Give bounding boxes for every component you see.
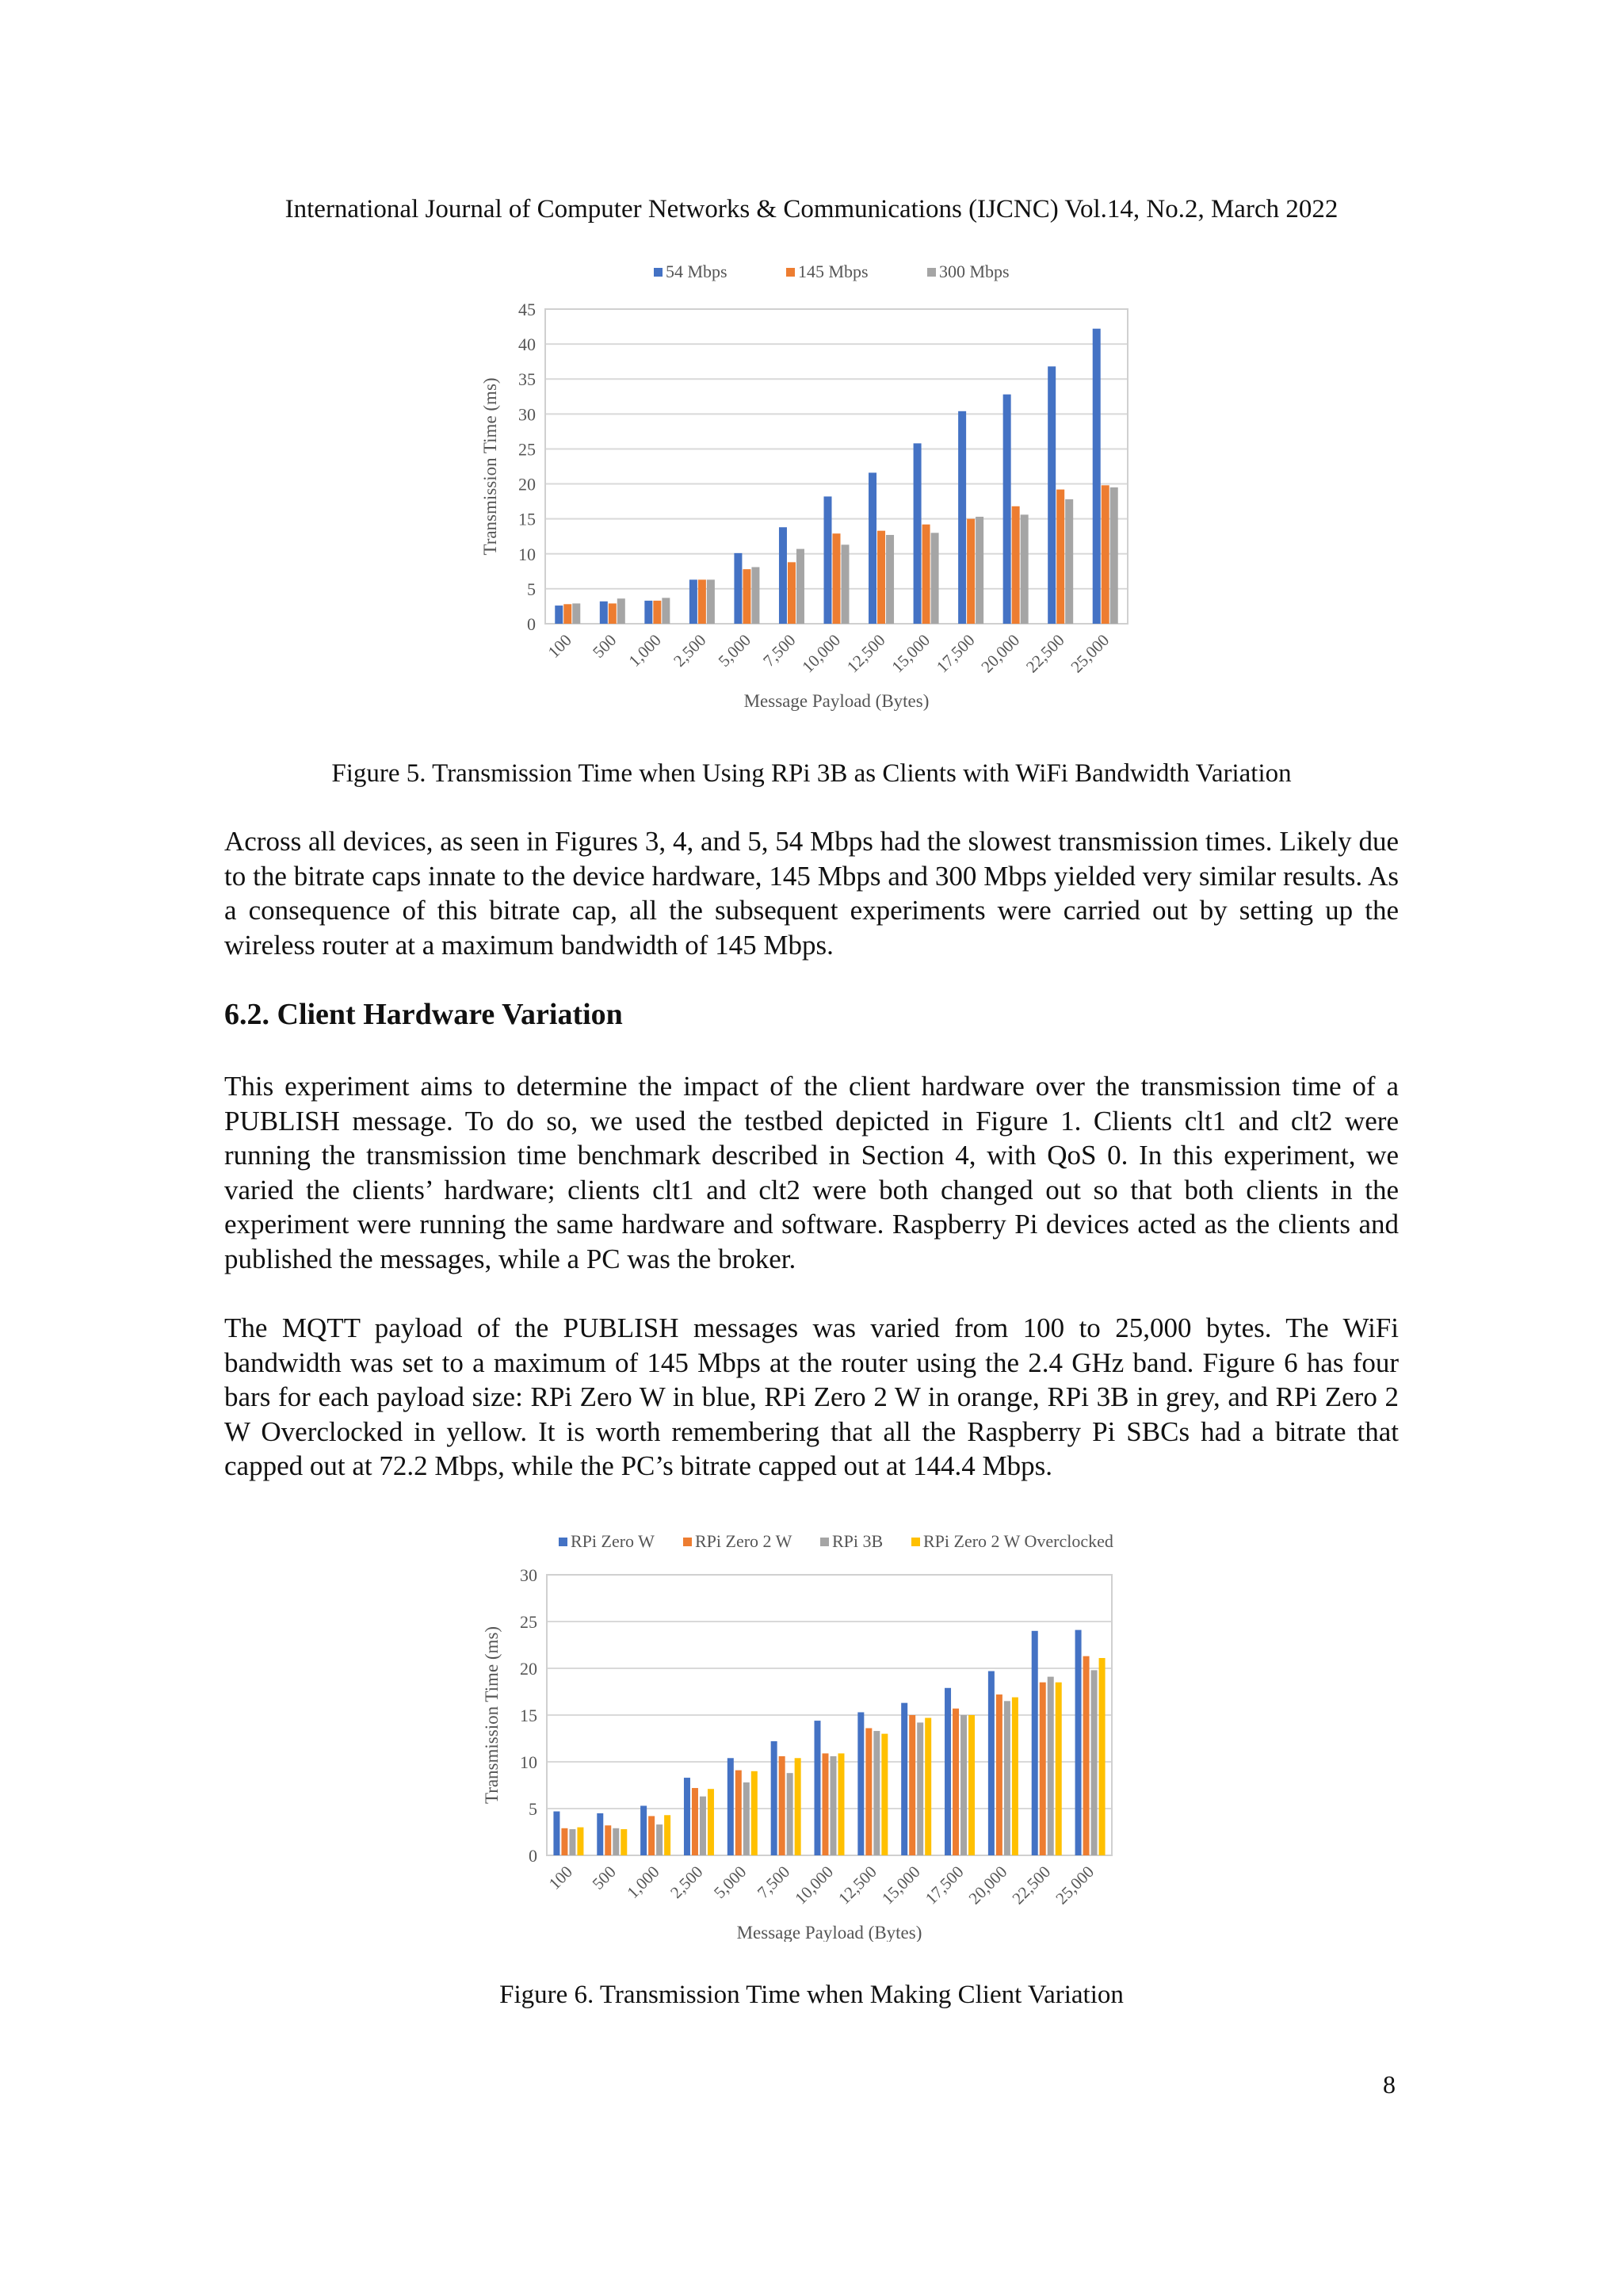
y-axis-label: Transmission Time (ms) xyxy=(480,377,500,556)
y-tick-label: 25 xyxy=(518,439,536,460)
bar-rpi-3b xyxy=(1048,1677,1054,1855)
x-tick-label: 1,000 xyxy=(623,1862,663,1902)
y-tick-label: 0 xyxy=(529,1846,537,1866)
x-tick-label: 10,000 xyxy=(798,630,845,677)
bar-rpi-zero-2-w xyxy=(1083,1656,1090,1855)
bar-rpi-zero-w xyxy=(1032,1631,1038,1855)
bar-300-mbps xyxy=(1021,514,1029,624)
figure6-chart xyxy=(444,1522,1189,1942)
bar-300-mbps xyxy=(1110,487,1118,624)
bar-rpi-3b xyxy=(960,1715,967,1855)
bar-300-mbps xyxy=(931,533,939,624)
bar-rpi-zero-2-w-overclocked xyxy=(751,1771,758,1855)
x-tick-label: 12,500 xyxy=(842,630,889,677)
y-tick-label: 25 xyxy=(520,1612,537,1632)
x-tick-label: 22,500 xyxy=(1022,630,1068,677)
y-tick-label: 30 xyxy=(520,1565,537,1585)
bar-300-mbps xyxy=(886,535,894,624)
x-tick-label: 15,000 xyxy=(888,630,934,677)
bar-rpi-zero-2-w xyxy=(909,1715,915,1855)
bar-rpi-3b xyxy=(831,1756,837,1855)
y-tick-label: 35 xyxy=(518,369,536,390)
paragraph-1: Across all devices, as seen in Figures 3, 4, and 5, 54 Mbps had the slowest transmission times. Likely due to the bitrate caps innate to the device hardware, 145 Mbps and 300 Mbps yielded very similar results. As a consequence of this bitrate cap, all the subsequent experiments were carried out by setting up the wireless router at a maximum bandwidth of 145 Mbps. xyxy=(224,826,1399,961)
bar-rpi-zero-2-w xyxy=(865,1729,872,1855)
legend-swatch xyxy=(786,268,795,277)
bar-54-mbps xyxy=(555,606,563,624)
x-tick-label: 12,500 xyxy=(834,1862,880,1908)
bar-rpi-zero-2-w xyxy=(953,1709,959,1855)
bar-54-mbps xyxy=(914,443,922,624)
bar-54-mbps xyxy=(1048,366,1056,624)
y-tick-label: 20 xyxy=(520,1659,537,1679)
bar-rpi-zero-2-w xyxy=(561,1828,567,1855)
y-tick-label: 20 xyxy=(518,474,536,495)
bar-rpi-3b xyxy=(917,1722,923,1855)
legend-label: RPi Zero 2 W Overclocked xyxy=(923,1531,1113,1551)
bar-rpi-zero-2-w xyxy=(648,1816,655,1855)
legend-label: 300 Mbps xyxy=(939,262,1010,281)
x-axis-label: Message Payload (Bytes) xyxy=(743,691,930,711)
bar-300-mbps xyxy=(662,598,670,624)
legend-label: 54 Mbps xyxy=(666,262,727,281)
legend-swatch xyxy=(927,268,936,277)
x-tick-label: 22,500 xyxy=(1008,1862,1055,1908)
bar-rpi-zero-2-w xyxy=(735,1771,742,1855)
bar-rpi-3b xyxy=(569,1829,575,1855)
paragraph-2: This experiment aims to determine the impact of the client hardware over the transmission time of a PUBLISH message. To do so, we used the testbed depicted in Figure 1. Clients clt1 and clt2 were running the transmission time benchmark described in Section 4, with QoS 0. In this experiment, we varied the clients’ hardware; clients clt1 and clt2 were both changed out so that both clients in the experiment were running the same hardware and software. Raspberry Pi devices acted as the clients and published the messages, while a PC was the broker. xyxy=(224,1071,1399,1274)
bar-300-mbps xyxy=(572,603,580,624)
bar-rpi-zero-2-w xyxy=(692,1788,698,1855)
x-axis-label: Message Payload (Bytes) xyxy=(736,1923,922,1942)
x-tick-label: 2,500 xyxy=(666,1862,707,1902)
y-tick-label: 5 xyxy=(529,1799,537,1819)
bar-145-mbps xyxy=(563,604,571,624)
legend-label: RPi Zero W xyxy=(571,1531,655,1551)
x-tick-label: 17,500 xyxy=(932,630,979,677)
bar-145-mbps xyxy=(788,562,796,624)
section-heading: 6.2. Client Hardware Variation xyxy=(224,998,623,1031)
bar-300-mbps xyxy=(617,598,625,624)
x-tick-label: 20,000 xyxy=(964,1862,1011,1908)
bar-145-mbps xyxy=(609,603,617,624)
bar-rpi-3b xyxy=(613,1828,619,1855)
bar-rpi-zero-2-w xyxy=(779,1756,785,1855)
bar-rpi-zero-2-w-overclocked xyxy=(925,1718,931,1855)
bar-145-mbps xyxy=(877,531,885,624)
bar-145-mbps xyxy=(833,533,841,624)
x-tick-label: 100 xyxy=(544,1862,576,1893)
bar-rpi-zero-2-w-overclocked xyxy=(1099,1658,1106,1855)
bar-rpi-zero-2-w-overclocked xyxy=(708,1789,714,1855)
paragraph-3: The MQTT payload of the PUBLISH messages was varied from 100 to 25,000 bytes. The WiFi bandwidth was set to a maximum of 145 Mbps at the router using the 2.4 GHz band. Figure 6 has four bars for each payload size: RPi Zero W in blue, RPi Zero 2 W in orange, RPi 3B in grey, and RPi Zero 2 W Overclocked in yellow. It is worth remembering that all the Raspberry Pi SBCs had a bitrate that capped out at 72.2 Mbps, while the PC’s bitrate capped out at 144.4 Mbps. xyxy=(224,1312,1399,1481)
bar-145-mbps xyxy=(1012,506,1020,624)
y-tick-label: 40 xyxy=(518,334,536,355)
legend-swatch xyxy=(820,1538,829,1546)
bar-54-mbps xyxy=(958,411,966,624)
bar-rpi-3b xyxy=(787,1773,793,1855)
x-tick-label: 25,000 xyxy=(1052,1862,1098,1908)
bar-rpi-zero-2-w xyxy=(996,1694,1002,1855)
bar-300-mbps xyxy=(1065,499,1073,624)
bar-300-mbps xyxy=(707,579,715,624)
y-tick-label: 15 xyxy=(520,1706,537,1725)
x-tick-label: 2,500 xyxy=(670,630,710,670)
x-tick-label: 7,500 xyxy=(759,630,800,670)
bar-300-mbps xyxy=(842,544,850,624)
x-tick-label: 5,000 xyxy=(714,630,754,670)
bar-rpi-zero-w xyxy=(945,1688,951,1855)
y-tick-label: 15 xyxy=(518,509,536,529)
bar-145-mbps xyxy=(653,601,661,624)
bar-rpi-zero-w xyxy=(1075,1630,1082,1855)
legend-swatch xyxy=(654,268,663,277)
figure6-caption: Figure 6. Transmission Time when Making Client Variation xyxy=(499,1981,1124,2009)
bar-rpi-zero-2-w-overclocked xyxy=(664,1815,670,1855)
bar-rpi-3b xyxy=(1004,1701,1010,1855)
x-tick-label: 5,000 xyxy=(709,1862,750,1902)
figure5-chart xyxy=(444,254,1189,721)
bar-145-mbps xyxy=(743,569,750,624)
bar-300-mbps xyxy=(976,517,983,624)
bar-rpi-zero-2-w-overclocked xyxy=(1056,1683,1062,1855)
bar-rpi-3b xyxy=(873,1731,880,1855)
figure5-caption: Figure 5. Transmission Time when Using RPi 3B as Clients with WiFi Bandwidth Variation xyxy=(331,759,1292,788)
bar-rpi-zero-w xyxy=(684,1778,690,1855)
bar-rpi-zero-w xyxy=(597,1813,603,1855)
bar-rpi-zero-w xyxy=(553,1812,559,1855)
bar-54-mbps xyxy=(869,472,876,624)
y-tick-label: 10 xyxy=(518,544,536,564)
bar-300-mbps xyxy=(751,567,759,624)
journal-header: International Journal of Computer Networks & Communications (IJCNC) Vol.14, No.2, March 2022 xyxy=(285,195,1338,223)
y-tick-label: 0 xyxy=(527,614,536,634)
x-tick-label: 100 xyxy=(544,630,575,662)
bar-rpi-zero-w xyxy=(640,1805,647,1855)
bar-145-mbps xyxy=(1056,490,1064,624)
x-tick-label: 20,000 xyxy=(977,630,1024,677)
x-tick-label: 500 xyxy=(589,630,621,662)
legend-swatch xyxy=(559,1538,567,1546)
bar-rpi-zero-w xyxy=(727,1758,734,1855)
x-tick-label: 7,500 xyxy=(753,1862,794,1902)
legend-swatch xyxy=(911,1538,920,1546)
bar-54-mbps xyxy=(600,602,608,624)
bar-rpi-zero-w xyxy=(857,1712,864,1855)
bar-rpi-zero-w xyxy=(815,1721,821,1855)
bar-rpi-zero-2-w xyxy=(605,1825,611,1855)
bar-145-mbps xyxy=(922,525,930,624)
bar-rpi-zero-2-w-overclocked xyxy=(621,1829,627,1855)
bar-rpi-zero-w xyxy=(901,1703,907,1855)
y-tick-label: 45 xyxy=(518,300,536,319)
bar-rpi-zero-w xyxy=(771,1741,777,1855)
bar-rpi-zero-2-w-overclocked xyxy=(577,1828,583,1855)
bar-300-mbps xyxy=(796,549,804,624)
legend-label: 145 Mbps xyxy=(798,262,869,281)
x-tick-label: 10,000 xyxy=(791,1862,838,1908)
x-tick-label: 15,000 xyxy=(877,1862,924,1908)
legend-label: RPi Zero 2 W xyxy=(695,1531,792,1551)
bar-rpi-zero-2-w-overclocked xyxy=(795,1758,801,1855)
bar-54-mbps xyxy=(779,527,787,624)
x-tick-label: 500 xyxy=(588,1862,620,1893)
x-tick-label: 1,000 xyxy=(624,630,665,670)
bar-rpi-zero-2-w-overclocked xyxy=(1012,1698,1018,1855)
bar-rpi-zero-2-w xyxy=(823,1753,829,1855)
bar-145-mbps xyxy=(698,579,706,624)
bar-54-mbps xyxy=(1093,329,1101,624)
legend-label: RPi 3B xyxy=(832,1531,884,1551)
bar-54-mbps xyxy=(824,496,832,624)
bar-rpi-zero-2-w xyxy=(1040,1683,1046,1855)
bar-54-mbps xyxy=(689,579,697,624)
page-number: 8 xyxy=(1383,2070,1396,2099)
y-axis-label: Transmission Time (ms) xyxy=(482,1626,502,1805)
bar-145-mbps xyxy=(967,519,975,624)
bar-rpi-zero-2-w-overclocked xyxy=(881,1734,888,1855)
bar-rpi-3b xyxy=(700,1797,706,1855)
bar-54-mbps xyxy=(644,601,652,624)
bar-rpi-zero-2-w-overclocked xyxy=(838,1753,845,1855)
bar-54-mbps xyxy=(734,553,742,624)
bar-rpi-3b xyxy=(656,1824,663,1855)
y-tick-label: 10 xyxy=(520,1752,537,1772)
y-tick-label: 5 xyxy=(527,579,536,599)
bar-54-mbps xyxy=(1003,395,1011,624)
bar-rpi-3b xyxy=(743,1782,750,1855)
bar-rpi-zero-2-w-overclocked xyxy=(968,1715,975,1855)
legend-swatch xyxy=(683,1538,692,1546)
bar-145-mbps xyxy=(1102,485,1109,624)
y-tick-label: 30 xyxy=(518,404,536,425)
bar-rpi-zero-w xyxy=(988,1671,995,1855)
x-tick-label: 25,000 xyxy=(1067,630,1113,677)
x-tick-label: 17,500 xyxy=(921,1862,968,1908)
bar-rpi-3b xyxy=(1091,1670,1098,1855)
